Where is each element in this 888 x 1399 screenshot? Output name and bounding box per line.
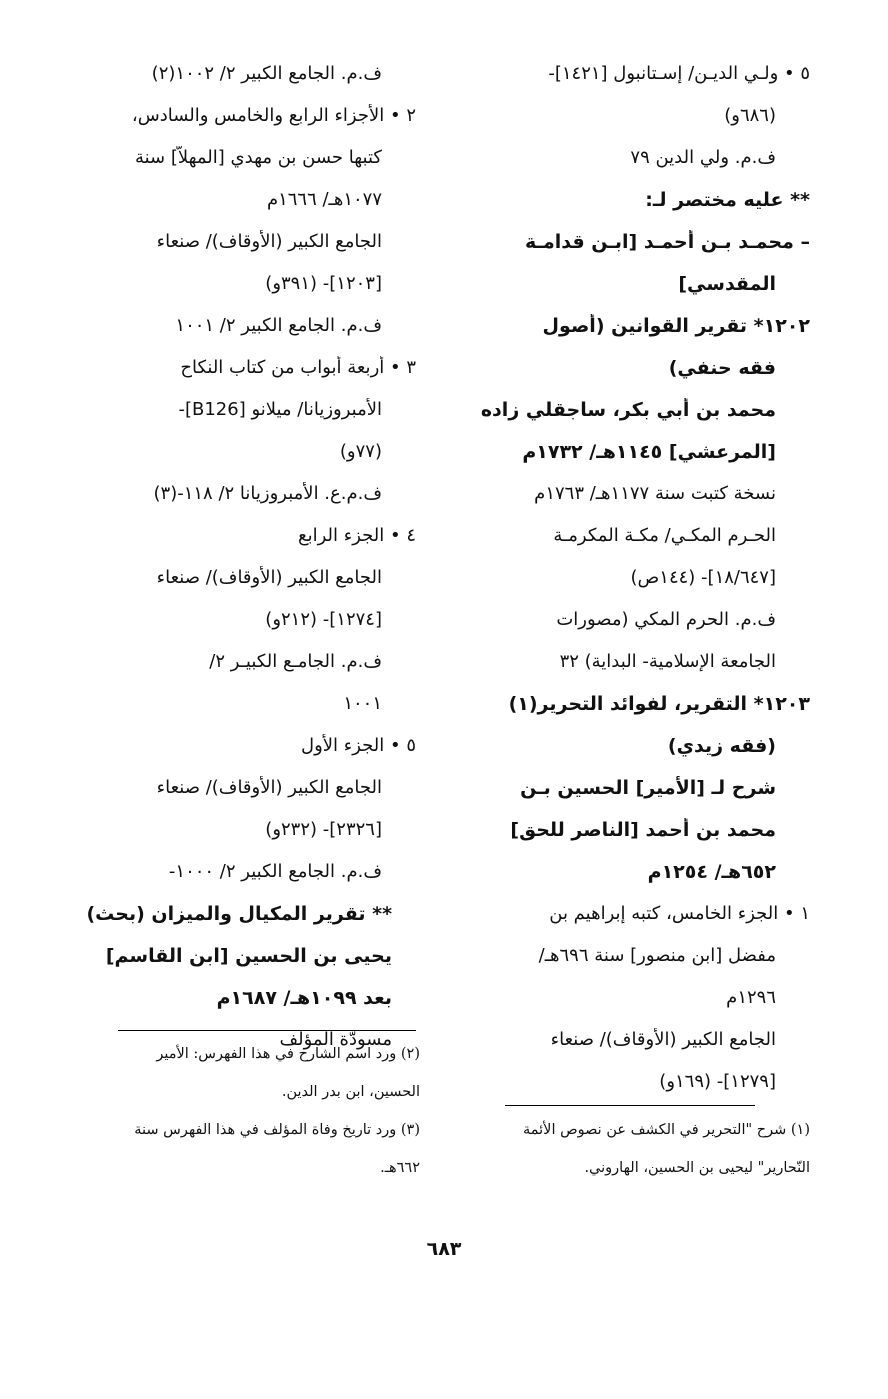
text-line: ١٢٠٢* تقرير القوانين (أصول bbox=[542, 315, 810, 337]
text-line: محمد بن أحمد [الناصر للحق] bbox=[510, 819, 776, 841]
text-line: ٥ • الجزء الأول bbox=[301, 735, 416, 756]
text-line: ١٢٩٦م bbox=[726, 987, 776, 1008]
text-line: ١ • الجزء الخامس، كتبه إبراهيم بن bbox=[549, 903, 810, 924]
text-line: الجامع الكبير (الأوقاف)/ صنعاء bbox=[550, 1029, 776, 1050]
text-line: [٢٣٢٦]- (٢٣٢و) bbox=[265, 819, 382, 840]
footnote-rule-right bbox=[505, 1105, 755, 1106]
text-line: الجامع الكبير (الأوقاف)/ صنعاء bbox=[156, 567, 382, 588]
text-line: (٦٨٦و) bbox=[724, 105, 776, 126]
text-line: [١٨/٦٤٧]- (١٤٤ص) bbox=[630, 567, 776, 588]
text-line: [المرعشي] ١١٤٥هـ/ ١٧٣٢م bbox=[522, 441, 776, 463]
page-number: ٦٨٣ bbox=[426, 1238, 462, 1260]
text-line: [١٢٠٣]- (٣٩١و) bbox=[265, 273, 382, 294]
text-line: ف.م.ع. الأمبروزيانا ٢/ ١١٨-(٣) bbox=[153, 483, 382, 504]
text-line: ** تقرير المكيال والميزان (بحث) bbox=[86, 903, 392, 925]
text-line: ف.م. الحرم المكي (مصورات bbox=[556, 609, 776, 630]
text-line: ف.م. ولي الدين ٧٩ bbox=[630, 147, 776, 168]
text-line: محمد بن أبي بكر، ساجقلي زاده bbox=[480, 399, 776, 421]
text-line: ف.م. الجامع الكبير ٢/ ١٠٠٢(٢) bbox=[151, 63, 382, 84]
text-line: فقه حنفي) bbox=[668, 357, 776, 379]
text-line: شرح لـ [الأمير] الحسين بـن bbox=[520, 777, 776, 799]
text-line: ٤ • الجزء الرابع bbox=[298, 525, 416, 546]
text-line: نسخة كتبت سنة ١١٧٧هـ/ ١٧٦٣م bbox=[534, 483, 776, 504]
left-column bbox=[82, 62, 416, 1070]
footnotes-left bbox=[82, 1044, 420, 1196]
text-line: ف.م. الجامع الكبير ٢/ ١٠٠٠- bbox=[168, 861, 382, 882]
text-line: يحيى بن الحسين [ابن القاسم] bbox=[105, 945, 392, 967]
text-line: الجامع الكبير (الأوقاف)/ صنعاء bbox=[156, 777, 382, 798]
text-line: ٦٥٢هـ/ ١٢٥٤م bbox=[647, 861, 776, 883]
text-line: الجامعة الإسلامية- البداية) ٣٢ bbox=[559, 651, 776, 672]
text-line: ٢ • الأجزاء الرابع والخامس والسادس، bbox=[131, 105, 416, 126]
text-line: الحـرم المكـي/ مكـة المكرمـة bbox=[553, 525, 776, 546]
footnotes-right bbox=[462, 1120, 810, 1196]
text-line: [١٢٧٩]- (١٦٩و) bbox=[659, 1071, 776, 1092]
text-line: المقدسي] bbox=[678, 273, 776, 295]
footnote-rule-left bbox=[118, 1030, 416, 1031]
footnote-line: (٣) ورد تاريخ وفاة المؤلف في هذا الفهرس سنة bbox=[134, 1122, 420, 1138]
text-line: (٧٧و) bbox=[339, 441, 382, 462]
text-line: كتبها حسن بن مهدي [المهلاّ] سنة bbox=[134, 147, 382, 168]
footnote-line: (٢) ورد اسم الشارح في هذا الفهرس: الأمير bbox=[156, 1046, 420, 1062]
text-line: (فقه زيدي) bbox=[667, 735, 776, 757]
text-line: ١٠٧٧هـ/ ١٦٦٦م bbox=[266, 189, 382, 210]
text-line: ٥ • ولـي الديـن/ إسـتانبول [١٤٢١]- bbox=[548, 63, 810, 84]
text-line: مفضل [ابن منصور] سنة ٦٩٦هـ/ bbox=[538, 945, 776, 966]
text-line: ١٠٠١ bbox=[343, 693, 382, 714]
footnote-line: النّحارير" ليحيى بن الحسين، الهاروني. bbox=[584, 1160, 810, 1176]
text-line: ١٢٠٣* التقرير، لفوائد التحرير(١) bbox=[508, 693, 810, 715]
footnote-line: (١) شرح "التحرير في الكشف عن نصوص الأئمة bbox=[522, 1122, 810, 1138]
text-line: بعد ١٠٩٩هـ/ ١٦٨٧م bbox=[216, 987, 392, 1009]
text-line: [١٢٧٤]- (٢١٢و) bbox=[265, 609, 382, 630]
text-line: الأمبروزيانا/ ميلانو [B126]- bbox=[178, 399, 382, 420]
text-line: مسودّة المؤلف bbox=[279, 1029, 392, 1050]
text-line: – محمـد بـن أحمـد [ابـن قدامـة bbox=[524, 231, 810, 253]
text-line: الجامع الكبير (الأوقاف)/ صنعاء bbox=[156, 231, 382, 252]
text-line: ف.م. الجامع الكبير ٢/ ١٠٠١ bbox=[175, 315, 382, 336]
text-line: ** عليه مختصر لـ: bbox=[645, 189, 810, 211]
text-line: ٣ • أربعة أبواب من كتاب النكاح bbox=[180, 357, 416, 378]
footnote-line: الحسين، ابن بدر الدين. bbox=[281, 1084, 420, 1100]
text-line: ف.م. الجامـع الكبيـر ٢/ bbox=[209, 651, 382, 672]
footnote-line: ٦٦٢هـ. bbox=[380, 1160, 420, 1176]
right-column bbox=[470, 62, 810, 1112]
